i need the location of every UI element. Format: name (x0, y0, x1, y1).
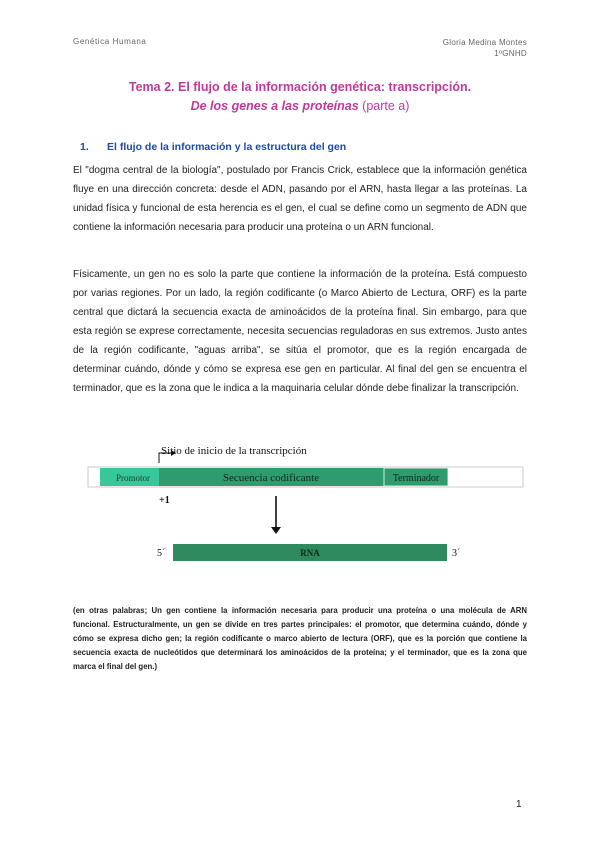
section-number: 1. (80, 141, 89, 153)
page-subtitle (0, 99, 600, 113)
header-course: Genética Humana (73, 37, 147, 46)
paragraph-gene-structure: Físicamente, un gen no es solo la parte que contiene la información de la proteína. Está compuesto por varias regiones. Por un lado, la región codificante (o Marco Abierto de Lectura, ORF) es la parte central que dictará la secuencia exacta de aminoácidos de la proteína final. Sin embargo, para que esta región se exprese correctamente, necesita secuencias reguladoras en sus extremos. Justo antes de la región codificante, "aguas arriba", se sitúa el promotor, que es la región encargada de determinar cuándo, dónde y cómo se expresa ese gen en particular. Al final del gen se encuentra el terminador, que es la zona que le indica a la maquinaria celular dónde debe finalizar la transcripción. (73, 269, 527, 394)
subtitle-italic: De los genes a las proteínas (190, 99, 359, 113)
five-prime-label: 5´ (157, 548, 166, 559)
three-prime-label: 3´ (452, 548, 461, 559)
section-title: El flujo de la información y la estructura del gen (107, 141, 347, 153)
subtitle-rest: (parte a) (358, 99, 410, 113)
summary-note: (en otras palabras; Un gen contiene la información necesaria para producir una proteína o una molécula de ARN funcional. Estructuralmente, un gen se divide en tres partes principales: el promotor, que determina cuándo, dónde y cómo se expresa dicho gen; la región codificante o marco abierto de lectura (ORF), que es la porción que contiene la secuencia exacta de nucleótidos que determinará los aminoácidos de la proteína; y el terminador, que es la zona que marca el final del gen.) (73, 606, 527, 671)
gene-diagram-svg (73, 435, 527, 575)
tss-label: Sitio de inicio de la transcripción (161, 445, 307, 457)
header-author: Gloria Medina Montes (442, 38, 527, 47)
coding-label: Secuencia codificante (222, 472, 320, 484)
plus-one-label: +1 (159, 495, 170, 506)
promoter-label: Promotor (116, 473, 151, 483)
rna-label: RNA (300, 548, 320, 558)
page-number: 1 (516, 799, 522, 810)
terminator-label: Terminador (392, 473, 440, 484)
header-group: 1ºGNHD (494, 49, 527, 58)
gene-diagram (73, 435, 527, 575)
section-heading (80, 141, 346, 153)
page-title: Tema 2. El flujo de la información genética: transcripción. (128, 80, 472, 94)
transcription-arrow-head (271, 527, 281, 534)
header-author-block (443, 37, 527, 59)
paragraph-dogma: El "dogma central de la biología", postulado por Francis Crick, establece que la información genética fluye en una dirección concreta: desde el ADN, pasando por el ARN, hasta llegar a las proteínas. La unidad física y funcional de esta herencia es el gen, el cual se define como un segmento de ADN que contiene la información necesaria para producir una proteína o un ARN funcional. (73, 165, 527, 233)
